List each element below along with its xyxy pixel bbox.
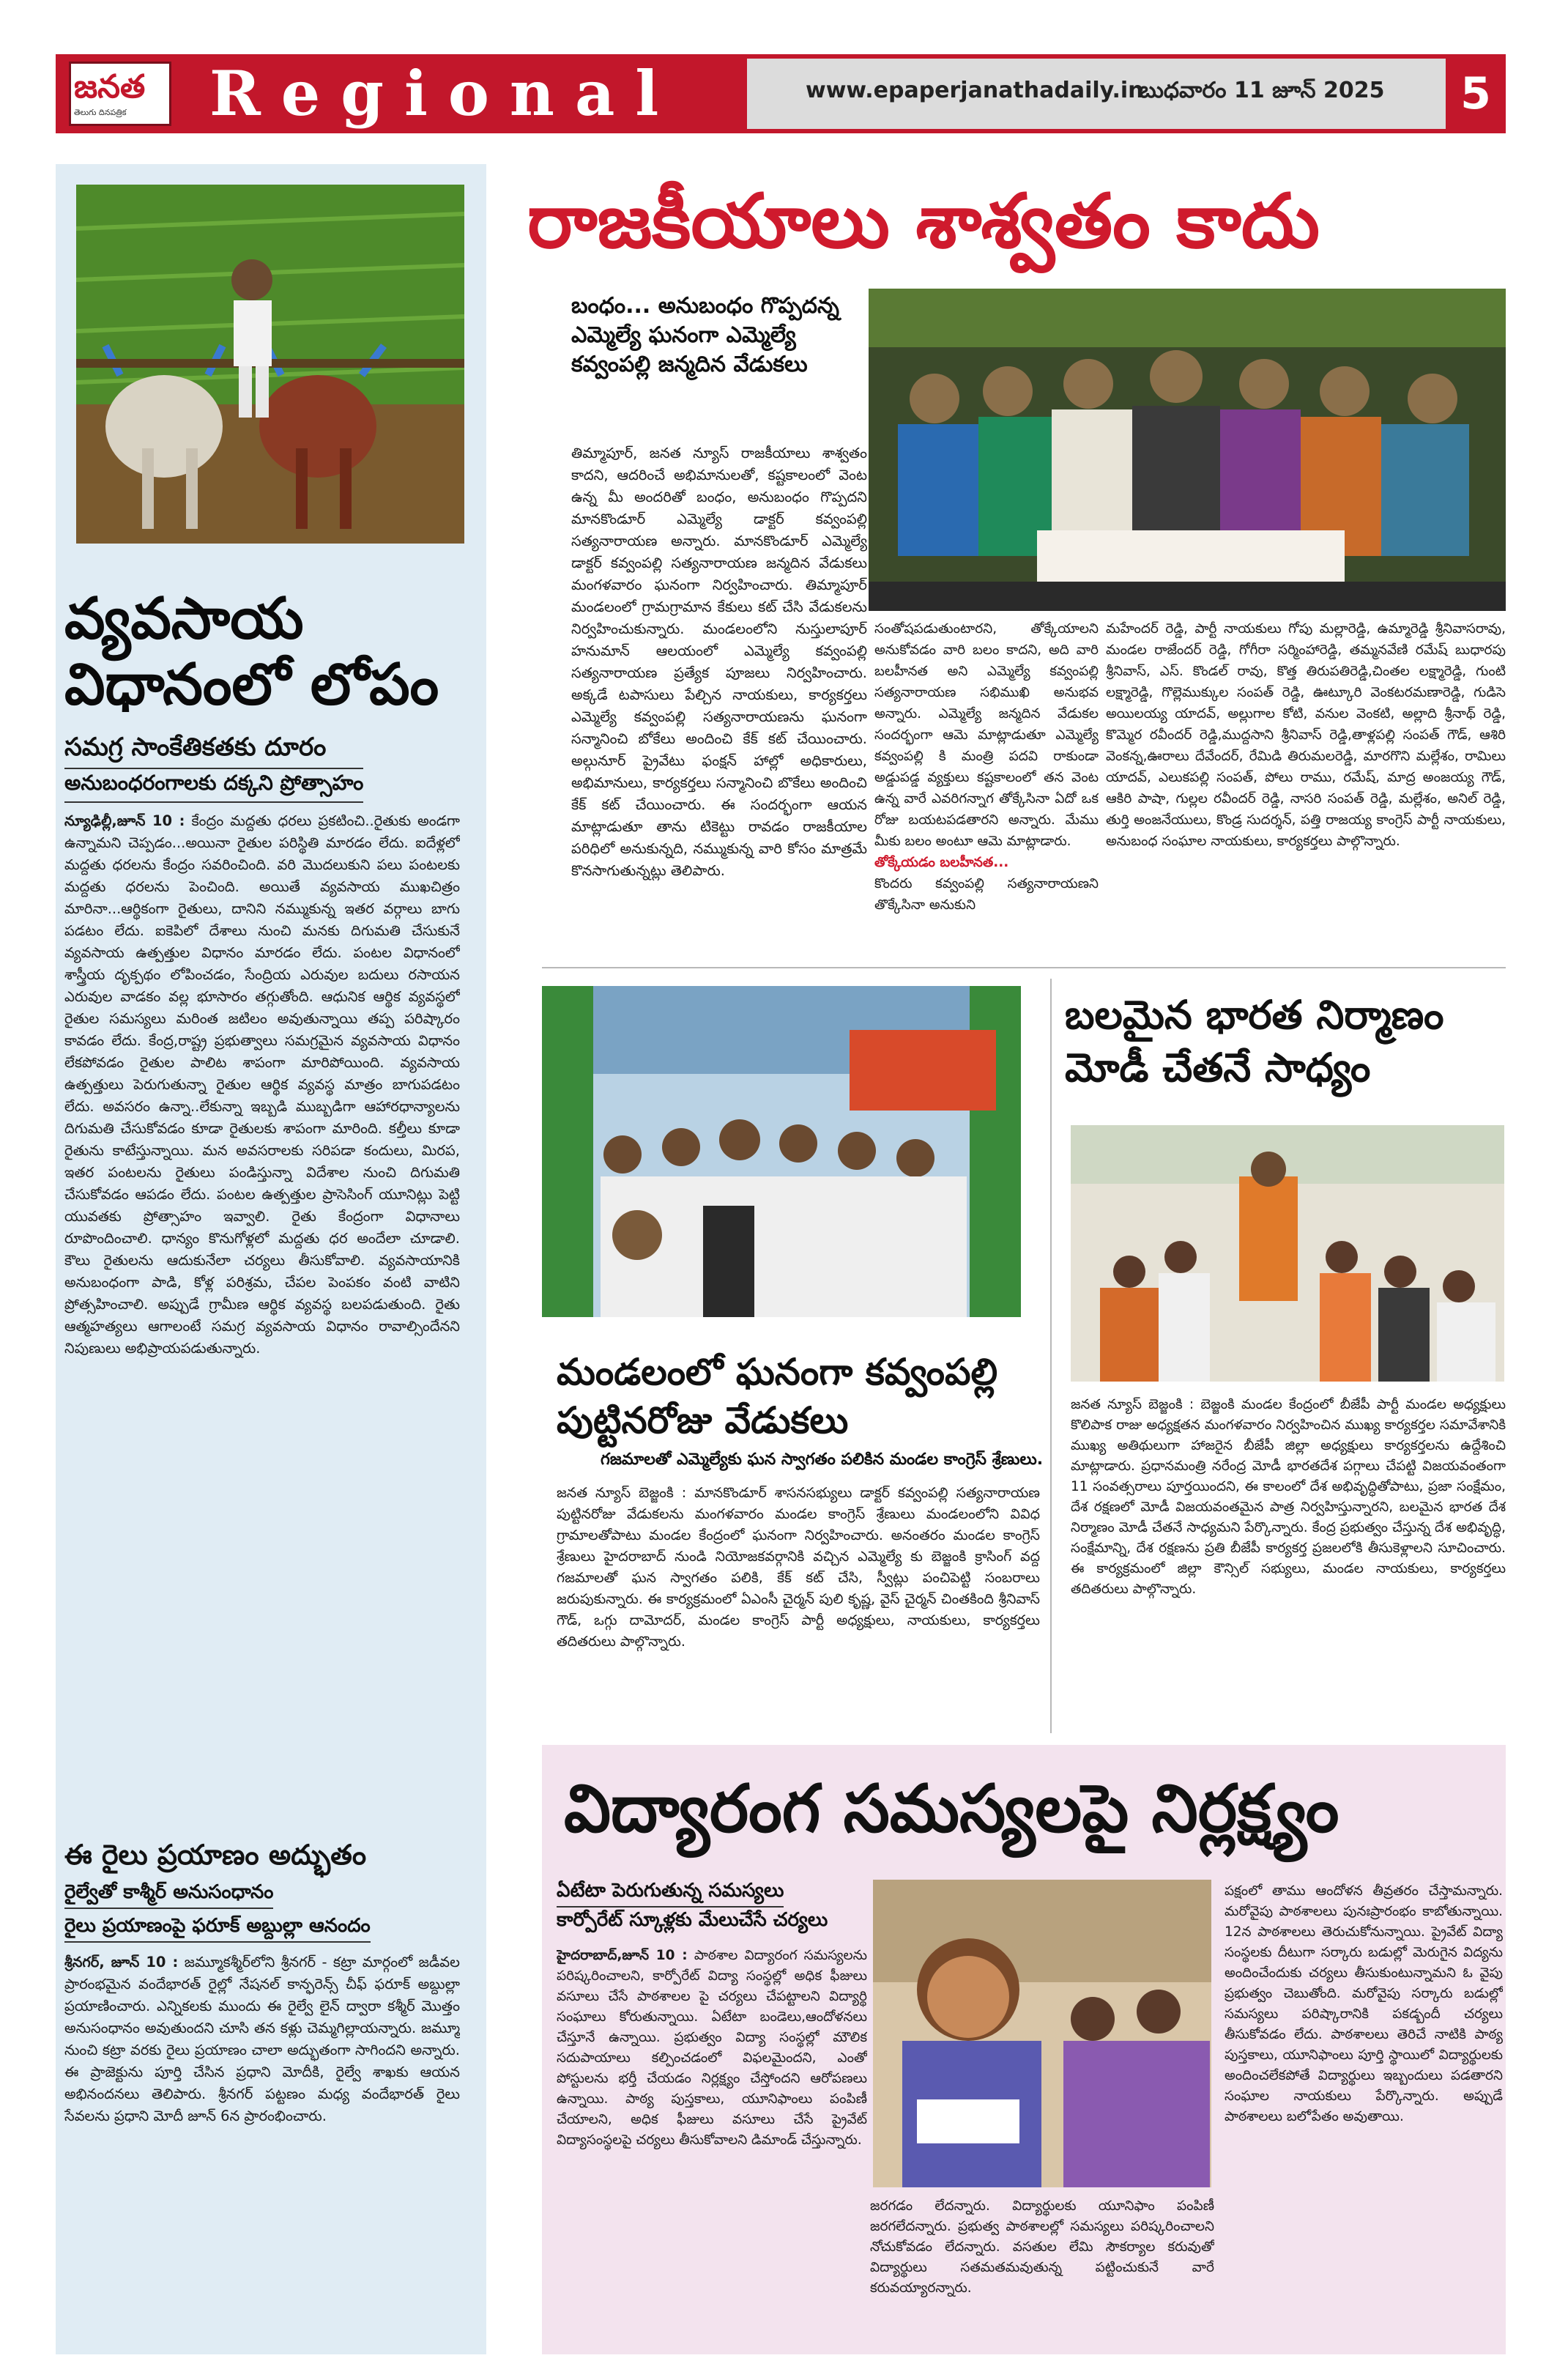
education-dateline: హైదరాబాద్,జూన్ 10 : [557,1948,688,1963]
bjp-meeting-photo [1071,1125,1504,1382]
politics-body-col-2-tail: కొందరు కవ్వంపల్లి సత్యనారాయణని తొక్కేసినా అనుకుని [874,876,1099,913]
rail-headline: ఈ రైలు ప్రయాణం అద్భుతం [64,1839,367,1871]
header-info-bar [747,54,1506,133]
rail-dateline: శ్రీనగర్, జూన్ 10 : [64,1954,179,1971]
politics-headline: రాజకీయాలు శాశ్వతం కాదు [527,178,1320,265]
agriculture-headline: వ్యవసాయ విధానంలో లోపం [64,586,439,718]
education-headline: విద్యారంగ సమస్యలపై నిర్లక్ష్యం [564,1771,1339,1847]
education-kicker-1: ఏటేటా పెరుగుతున్న సమస్యలు [557,1880,784,1908]
birthday-headline: మండలంలో ఘనంగా కవ్వంపల్లి పుట్టినరోజు వేడుకలు [557,1351,998,1442]
modi-headline: బలమైన భారత నిర్మాణం మోడీ చేతనే సాధ్యం [1065,992,1444,1091]
logo-text: జనత [74,68,146,105]
rail-subhead-2: రైలు ప్రయాణంపై ఫరూక్ అబ్దుల్లా ఆనందం [64,1915,371,1943]
agriculture-subhead-2: అనుబంధరంగాలకు దక్కని ప్రోత్సాహం [64,768,363,803]
agriculture-subhead-1: సమగ్ర సాంకేతికతకు దూరం [64,733,327,762]
rail-article-body [64,1951,460,2347]
farmer-ploughing-photo [76,185,464,544]
section-divider [542,967,1506,968]
website-link[interactable]: www.epaperjanathadaily.in [806,78,1144,103]
page-number: 5 [1446,54,1506,133]
logo-subtitle: తెలుగు దినపత్రిక [74,108,127,117]
agriculture-article-body [64,810,460,1823]
politics-kicker: బంధం... అనుబంధం గొప్పదన్న ఎమ్మెల్యే ఘనంగా ఎమ్మెల్యే కవ్వంపల్లి జన్మదిన వేడుకలు [571,293,839,377]
agriculture-dateline: న్యూఢిల్లీ,జూన్ 10 : [64,812,185,829]
rail-subhead-1: రైల్వేతో కాశ్మీర్ అనుసంధానం [64,1881,273,1909]
rail-body-text: జమ్మూకశ్మీర్‌లోని శ్రీనగర్ - కట్రా మార్గంలో జడీవల ప్రారంభమైన వందేభారత్ రైల్లో నేషనల్ కాన్ఫరెన్స్ చీఫ్ ఫరూక్ అబ్దుల్లా ప్రయాణించారు. ఎన్నికలకు ముందు ఈ రైల్వే లైన్ ద్వారా కశ్మీర్ మొత్తం అనుసంధానం అవుతుందని చూసి తన కళ్లు చెమ్మగిల్లాయన్నారు. జమ్మూ నుంచి కట్రా వరకు రైలు ప్రయాణం చాలా అద్భుతంగా సాగిందని అన్నారు. ఈ ప్రాజెక్టును పూర్తి చేసిన ప్రధాని మోదీకి, రైల్వే శాఖకు ఆయన అభినందనలు తెలిపారు. శ్రీనగర్ పట్టణం మధ్య వందేభారత్ రైలు సేవలను ప్రధాని మోదీ జూన్ 6న ప్రారంభించారు. [64,1954,460,2124]
issue-date: బుధవారం 11 జూన్ 2025 [1140,78,1385,103]
politics-red-note: తోక్కేయడం బలహీనత... [874,855,1009,870]
section-banner [56,54,747,133]
birthday-subhead: గజమాలతో ఎమ్మెల్యేకు ఘన స్వాగతం పలికిన మండల కాంగ్రెస్ శ్రేణులు. [601,1450,1044,1469]
education-body-col-2: జరగడం లేదన్నారు. విద్యార్థులకు యూనిఫాం పంపిణీ జరగలేదన్నారు. ప్రభుత్వ పాఠశాలల్లో సమస్యలు పరిష్కరించాలని నోచుకోవడం లేదన్నారు. వసతుల లేమి సౌకర్యాల కరువుతో విద్యార్థులు సతమతమవుతున్న పట్టించుకునే వారే కరువయ్యారన్నారు. [870,2198,1214,2296]
education-kicker-2: కార్పోరేట్ స్కూళ్లకు మేలుచేసే చర్యలు [557,1909,828,1931]
mla-birthday-cake-photo [869,289,1506,611]
modi-article-body: జనత న్యూస్ బెజ్జంకి : బెజ్జంకి మండల కేంద్రంలో బీజేపీ పార్టీ మండల అధ్యక్షులు కొలిపాక రాజు అధ్యక్షతన మంగళవారం నిర్వహించిన ముఖ్య కార్యకర్తల సమావేశానికి ముఖ్య అతిథులుగా హాజరైన బీజేపీ జిల్లా అధ్యక్షులు కార్యకర్తలను ఉద్దేశించి మాట్లాడారు. ప్రధానమంత్రి నరేంద్ర మోడీ భారతదేశ పగ్గాలు చేపట్టి విజయవంతంగా 11 సంవత్సరాలు పూర్తయిందని, ఈ కాలంలో దేశ అభివృద్ధితోపాటు, ప్రజా సంక్షేమం, దేశ రక్షణలో మోడీ విజయవంతమైన పాత్ర నిర్వహిస్తున్నారని, బలమైన భారత దేశ నిర్మాణం మోడీ చేతనే సాధ్యమని పేర్కొన్నారు. కేంద్ర ప్రభుత్వం చేస్తున్న దేశ అభివృద్ధి, సంక్షేమాన్ని, దేశ రక్షణను ప్రతి బీజేపీ కార్యకర్త ప్రజలలోకి తీసుకెళ్లాలని సూచించారు. ఈ కార్యక్రమంలో జిల్లా కౌన్సిల్ సభ్యులు, మండల నాయకులు, కార్యకర్తలు తదితరులు పాల్గొన్నారు. [1071,1397,1506,1597]
newspaper-logo[interactable] [69,62,171,126]
education-body-col-1 [557,1946,867,2347]
education-body-col-3: పక్షంలో తాము ఆందోళన తీవ్రతరం చేస్తామన్నారు. మరోవైపు పాఠశాలలు పునఃప్రారంభం కాబోతున్నాయి. 12న పాఠశాలలు తెరుచుకోనున్నాయి. ప్రైవేట్ విద్యా సంస్థలకు దీటుగా సర్కారు బడుల్లో మెరుగైన విద్యను అందించేందుకు చర్యలు తీసుకుంటున్నామని ఓ వైపు ప్రభుత్వం చెబుతోంది. మరోవైపు సర్కారు బడుల్లో సమస్యలు పరిష్కారానికి పకడ్బందీ చర్యలు తీసుకోవడం లేదు. పాఠశాలలు తెరిచే నాటికి పాఠ్య పుస్తకాలు, యూనిఫాంలు పూర్తి స్థాయిలో విద్యార్థులకు అందించలేకపోతే విద్యార్థులు ఇబ్బందులు పడతారని సంఘాల నాయకులు పేర్కొన్నారు. అప్పుడే పాఠశాలలు బలోపేతం అవుతాయి. [1225,1883,1503,2124]
politics-body-col-3: మహేందర్ రెడ్డి, పార్టీ నాయకులు గోపు మల్లారెడ్డి, ఉమ్మారెడ్డి శ్రీనివాసరావు, మండల రాజేందర్ రెడ్డి, గోగీరా సర్మింహారెడ్డి, తమ్మనవేణి రమేష్ బుధారపు శ్రీనివాస్, ఎస్. కొండల్ రావు, కొత్త తిరుపతిరెడ్డి,చింతల లక్ష్మారెడ్డి, గుంటి లక్ష్మారెడ్డి, గొల్లెముక్కుల సంపత్ రెడ్డి, ఊట్కూరి వెంకటరమణారెడ్డి, గుడిసె అయిలయ్య యాదవ్, అల్లుగాల కోటి, వనుల వెంకటి, అల్లాది శ్రీనాథ్ రెడ్డి, కొమ్మెర రవీందర్ రెడ్డి,ముద్దసాని శ్రీనివాస్ రెడ్డి,తాళ్లపల్లి సంపత్ గౌడ్, ఆశిరి వెంకన్న,ఊరాలు దేవేందర్, రేమిడి తిరుమలరెడ్డి, మారగొని మల్లేశం, రామిలు యాదవ్, ఎలుకపల్లి సంపత్, పోలు రాము, రమేష్, మాద్ర అంజయ్య గౌడ్, ఆకిరి పాషా, గుల్లల రవీందర్ రెడ్డి, నాసరి సంపత్ రెడ్డి, మల్లేశం, అనిల్ రెడ్డి, తుర్తి అంజనేయులు, కొండ్ర సుదర్శన్, పత్తి రాజయ్య కాంగ్రెస్ పార్టీ నాయకులు, అనుబంధ సంఘాల నాయకులు, కార్యకర్తలు పాల్గొన్నారు. [1106,621,1506,849]
birthday-celebration-photo [542,986,1021,1317]
education-body-col-1-text: పాఠశాల విద్యారంగ సమస్యలను పరిష్కరించాలని, కార్పోరేట్ విద్యా సంస్థల్లో అధిక ఫీజులు వసూలు చేసే పాఠశాలల పై చర్యలు చేపట్టాలని విద్యార్థి సంఘాలు కోరుతున్నాయి. ఏటేటా బండెలు,ఆందోళనలు చేస్తూనే ఉన్నాయి. ప్రభుత్వం విద్యా సంస్థల్లో మౌలిక సదుపాయాలు కల్పించడంలో విఫలమైందని, ఎంతో పోస్టులను భర్తీ చేయడం నిర్లక్ష్యం చేస్తోందని ఆరోపణలు ఉన్నాయి. పాఠ్య పుస్తకాలు, యూనిఫాంలు పంపిణీ చేయాలని, అధిక ఫీజులు వసూలు చేసే ప్రైవేట్ విద్యాసంస్థలపై చర్యలు తీసుకోవాలని డిమాండ్ చేస్తున్నారు. [557,1948,867,2148]
column-divider [1050,979,1052,1733]
politics-body-col-2-text: సంతోషపడుతుంటారని, తోక్కేయాలని అనుకోవడం వారి బలం కాదని, అది వారి బలహీనత అని ఎమ్మెల్యే కవ్వంపల్లి సత్యనారాయణ సభిముఖి అనుభవ అన్నారు. ఎమ్మెల్యే జన్మదిన వేడుకల సందర్భంగా ఆమె మాట్లాడుతూ ఎమ్మెల్యే కవ్వంపల్లి కి మంత్రి పదవి రాకుండా అడ్డుపడ్డ వ్యక్తులు కష్టకాలంలో తన వెంట ఉన్న వారే ఎవరిగన్నాగ తోక్కేసినా ఏదో ఒక రోజు బయటపడతారని అన్నారు. మేము మీకు బలం అంటూ ఆమె మాట్లాడారు. [874,621,1099,849]
birthday-article-body: జనత న్యూస్ బెజ్జంకి : మానకొండూర్ శాసనసభ్యులు డాక్టర్ కవ్వంపల్లి సత్యనారాయణ పుట్టినరోజు వేడుకలను మంగళవారం మండల కాంగ్రెస్ శ్రేణులు మండలంలోని వివిధ గ్రామాలతోపాటు మండల కేంద్రంలో ఘనంగా నిర్వహించారు. అనంతరం మండల కాంగ్రెస్ శ్రేణులు హైదరాబాద్ నుండి నియోజకవర్గానికి వచ్చిన ఎమ్మెల్యే కు బెజ్జంకి క్రాసింగ్ వద్ద గజమాలతో ఘన స్వాగతం పలికి, కేక్ కట్ చేసి, స్వీట్లు పంచిపెట్టి సంబరాలు జరుపుకున్నారు. ఈ కార్యక్రమంలో ఏఎంసీ చైర్మన్ పులి కృష్ణ, వైస్ చైర్మన్ చింతకింది శ్రీనివాస్ గౌడ్, ఒగ్గు దామోదర్, మండల కాంగ్రెస్ పార్టీ అధ్యక్షులు, నాయకులు, కార్యకర్తలు తదితరులు పాల్గొన్నారు. [557,1485,1040,1650]
masthead [56,54,1506,133]
school-children-photo [873,1880,1211,2187]
politics-body-col-1: తిమ్మాపూర్, జనత న్యూస్ రాజకీయాలు శాశ్వతం కాదని, ఆదరించే అభిమానులతో, కష్టకాలంలో వెంట ఉన్న మీ అందరితో బంధం, అనుబంధం గొప్పదని మానకొండూర్ ఎమ్మెల్యే డాక్టర్ కవ్వంపల్లి సత్యనారాయణ అన్నారు. మానకొండూర్ ఎమ్మెల్యే డాక్టర్ కవ్వంపల్లి సత్యనారాయణ జన్మదిన వేడుకలు మంగళవారం ఘనంగా నిర్వహించారు. తిమ్మాపూర్ మండలంలో గ్రామగ్రామాన కేకులు కట్ చేసి వేడుకలను నిర్వహించుకున్నారు. మండలంలోని నుస్తులాపూర్ హనుమాన్ ఆలయంలో ఎమ్మెల్యే కవ్వంపల్లి సత్యనారాయణ ప్రత్యేక పూజలు నిర్వహించారు. అక్కడే టపాసులు పేల్చిన నాయకులు, కార్యకర్తలు ఎమ్మెల్యే కవ్వంపల్లి సత్యనారాయణను ఘనంగా సన్మానించి బోకేలు అందించి కేక్ కట్ చేయించారు. అల్గునూర్ ప్రైవేటు ఫంక్షన్ హాల్లో అధికారులు, అభిమానులు, కార్యకర్తలు సన్మానించి బొకేలు అందించి కేక్ కట్ చేయించారు. ఈ సందర్భంగా ఆయన మాట్లాడుతూ తాను టికెట్టు రావడం రాజకీయాల పరిధిలో అనుకున్నది, నమ్ముకున్న వారి కోసం మాత్రమే కొనసాగుతున్నట్లు తెలిపారు. [571,445,867,879]
section-title: Regional [209,57,680,130]
agriculture-body-text: కేంద్రం మద్దతు ధరలు ప్రకటించి..రైతుకు అండగా ఉన్నామని చెప్పడం...అయినా రైతుల పరిస్థితి మారడం లేదు. ఐదేళ్లలో మద్దతు ధరలను కేంద్రం సవరించింది. వరి మొదలుకుని పలు పంటలకు మద్దతు ధరలను పెంచింది. అయితే వ్యవసాయ ముఖచిత్రం మారినా...ఆర్థికంగా రైతులు, దానిని నమ్ముకున్న ఇతర వర్గాలు బాగు పడటం లేదు. ఐకెపిలో దేశాలు నుంచి మనకు దిగుమతి చేసుకునే వ్యవసాయ ఉత్పత్తుల విధానం మారడం లేదు. పంటల విధానంలో శాస్త్రీయ దృక్పథం లోపించడం, సేంద్రియ ఎరువుల బదులు రసాయన ఎరువుల వాడకం వల్ల భూసారం తగ్గుతోంది. ఆధునిక ఆర్థిక వ్యవస్థలో రైతుల సమస్యలు మరింత జటిలం అవుతున్నాయి తప్ప పరిష్కారం కావడం లేదు. కేంద్ర,రాష్ట్ర ప్రభుత్వాలు సమగ్రమైన వ్యవసాయ విధానం లేకపోవడం రైతుల పాలిట శాపంగా మారిపోయింది. వ్యవసాయ ఉత్పత్తులు పెరుగుతున్నా రైతుల ఆర్థిక వ్యవస్థ మాత్రం బాగుపడటం లేదు. అవసరం ఉన్నా..లేకున్నా ఇబ్బడి ముబ్బడిగా ఆహారధాన్యాలను దిగుమతి చేసుకోవడం కూడా రైతులకు శాపంగా మారింది. కల్తీలు కూడా రైతును కాటేస్తున్నాయి. మన అవసరాలకు సరిపడా కందులు, మిరప, ఇతర పంటలను రైతులు పండిస్తున్నా విదేశాల నుంచి దిగుమతి చేసుకోవడం ఆపడం లేదు. పంటల ఉత్పత్తుల ప్రాసెసింగ్ యూనిట్లు పెట్టి యువతకు ప్రోత్సాహం ఇవ్వాలి. రైతు కేంద్రంగా విధానాలు రూపొందించాలి. ధాన్యం కొనుగోళ్లలో మద్దతు ధర అందేలా చూడాలి. కౌలు రైతులను ఆదుకునేలా చర్యలు తీసుకోవాలి. వ్యవసాయానికి అనుబంధంగా పాడి, కోళ్ల పరిశ్రమ, చేపల పెంపకం వంటి వాటిని ప్రోత్సహించాలి. అప్పుడే గ్రామీణ ఆర్థిక వ్యవస్థ బలపడుతుంది. రైతు ఆత్మహత్యలు ఆగాలంటే సమగ్ర వ్యవసాయ విధానం రావాల్సిందేనని నిపుణులు అభిప్రాయపడుతున్నారు. [64,812,460,1357]
